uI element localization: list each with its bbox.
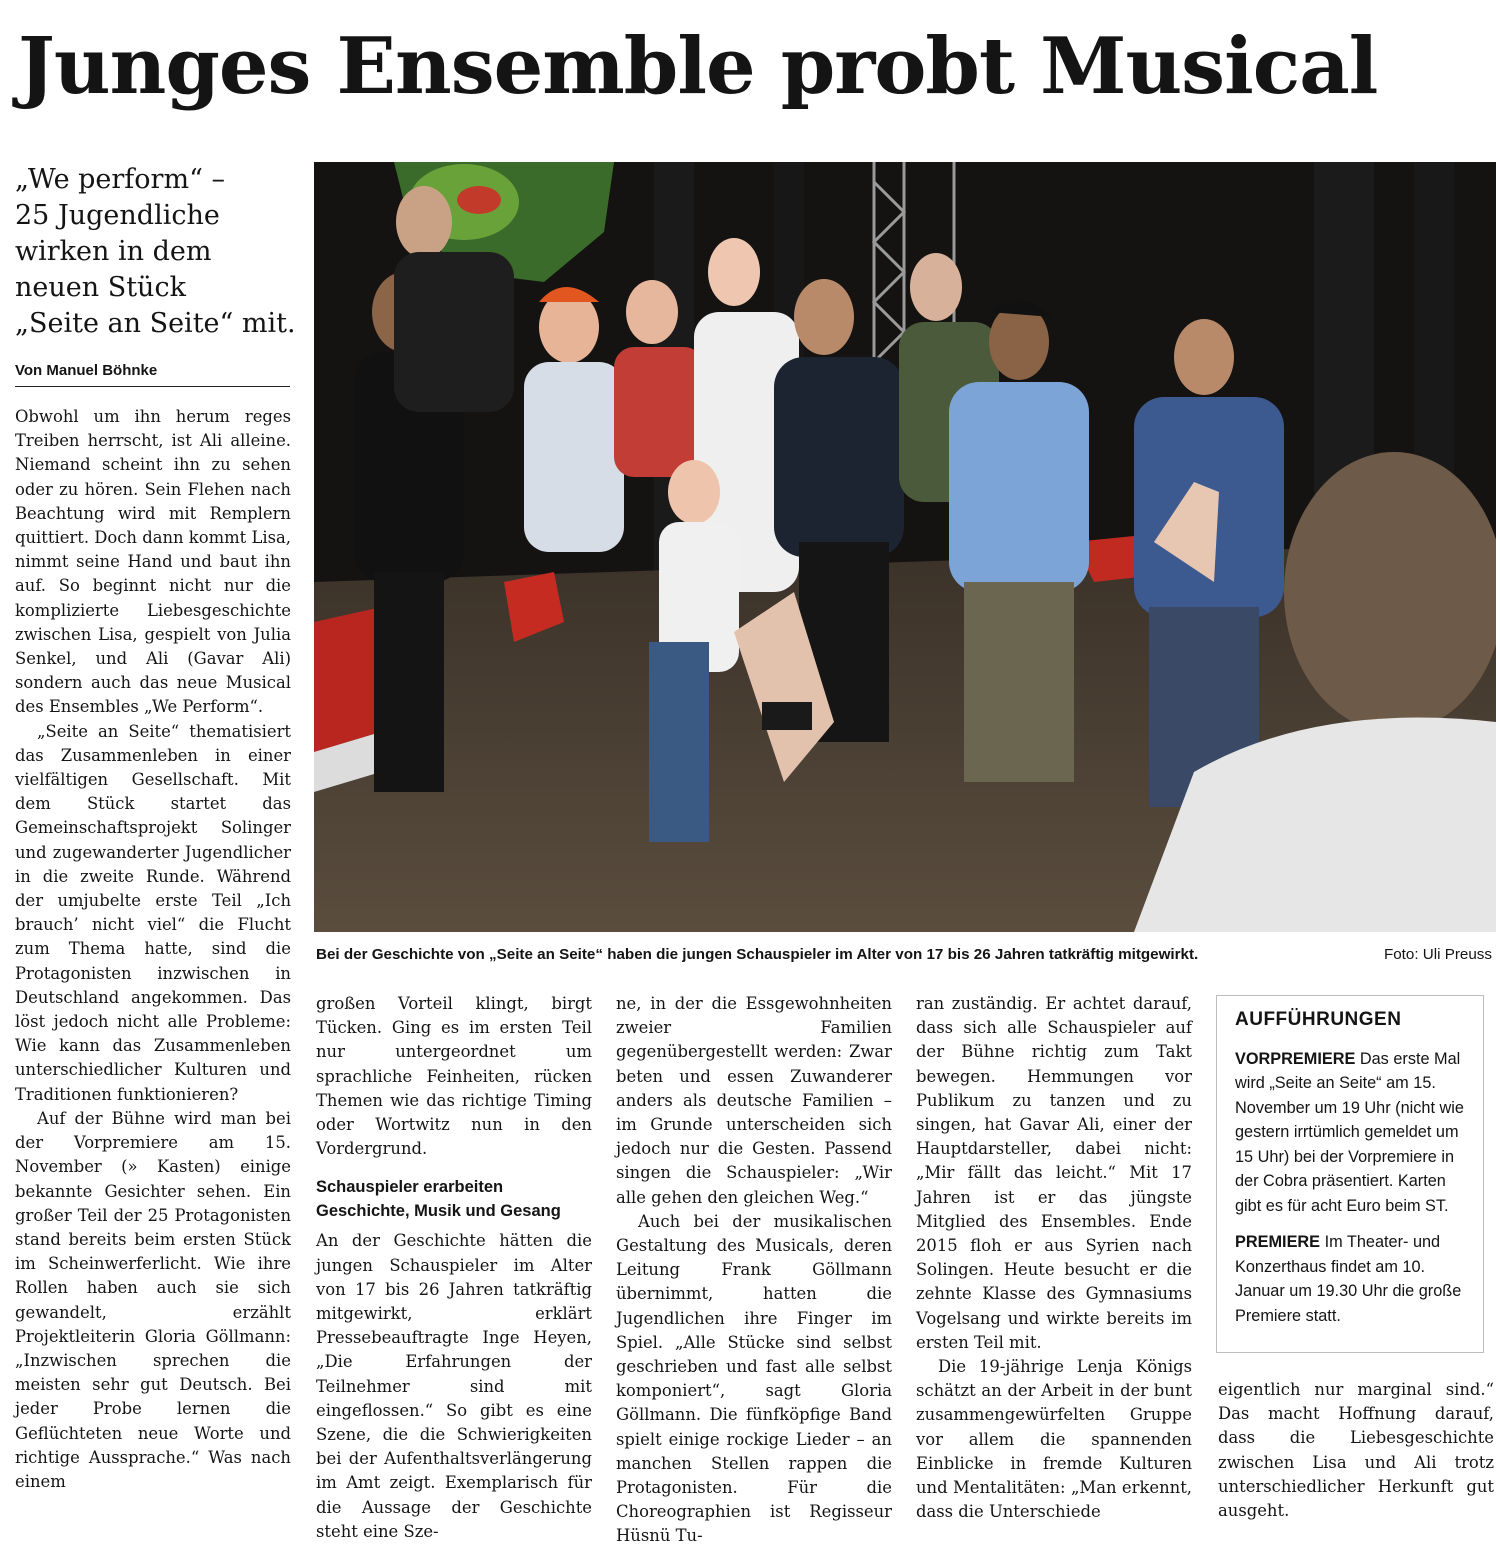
paragraph: Die 19-jährige Lenja Königs schätzt an der Arbeit in der bunt zusammengewürfelten Gruppe vor allem die spannenden Einblicke in fremde Kulturen und Mentalitäten: „Man erkennt, dass die Unterschiede [916,1357,1192,1522]
subheadline-line: wirken in dem [15,236,212,267]
subheadline-line: 25 Jugendliche [15,200,220,231]
article-column-4 [916,992,1192,1524]
info-box-performances [1216,995,1484,1353]
crosshead: Schauspieler erarbeiten Geschichte, Musik und Gesang [316,1178,561,1221]
paragraph: eigentlich nur marginal sind.“ Das macht Hoffnung darauf, dass die Liebesgeschichte zwischen Lisa und Ali trotz unterschiedlicher Herkunft gut ausgeht. [1218,1380,1494,1521]
subheadline-line: „Seite an Seite“ mit. [15,308,296,339]
info-box-label: PREMIERE [1235,1233,1321,1251]
paragraph: An der Geschichte hätten die jungen Schauspieler im Alter von 17 bis 26 Jahren tatkräftig mitgewirkt, erklärt Pressebeauftragte Inge Heyen, „Die Erfahrungen der Teilnehmer sind mit eingeflossen.“ So gibt es eine Szene, die die Schwierigkeiten bei der Aufenthaltsverlängerung im Amt zeigt. Exemplarisch für die Aussage der Geschichte steht eine Sze- [316,1231,592,1541]
rehearsal-photo-illustration [314,162,1496,932]
paragraph: großen Vorteil klingt, birgt Tücken. Ging es im ersten Teil nur untergeordnet um sprachliche Feinheiten, rücken Themen wie das richtige Timing oder Wortwitz nun in den Vordergrund. [316,994,592,1159]
article-photo [314,162,1496,932]
article-column-1 [15,405,291,1494]
paragraph: Auf der Bühne wird man bei der Vorpremiere am 15. November (» Kasten) einige bekannte Gesichter sehen. Ein großer Teil der 25 Protagonisten stand bereits beim ersten Stück im Scheinwerferlicht. Wie ihre Rollen haben auch sie sich gewandelt, erzählt Projektleiterin Gloria Göllmann: „Inzwischen sprechen die meisten sehr gut Deutsch. Bei jeder Probe lernen die Geflüchteten neue Worte und richtige Aussprache.“ Was nach einem [15,1108,291,1491]
byline: Von Manuel Böhnke [15,362,158,379]
paragraph: ran zuständig. Er achtet darauf, dass sich alle Schauspieler auf der Bühne richtig zum Takt bewegen. Hemmungen vor Publikum zu tanzen und zu singen, hat Gavar Ali, einer der Hauptdarsteller, dabei nicht: „Mir fällt das leicht.“ Mit 17 Jahren ist er das jüngste Mitglied des Ensembles. Ende 2015 floh er aus Syrien nach Solingen. Heute besucht er die zehnte Klasse des Gymnasiums Vogelsang und wirkte bereits im ersten Teil mit. [916,994,1192,1352]
paragraph: „Seite an Seite“ thematisiert das Zusammenleben in einer vielfältigen Gesellschaft. Mit dem Stück startet das Gemeinschaftsprojekt Solinger und zugewanderter Jugendlicher in die zweite Runde. Während der umjubelte erste Teil „Ich brauch’ nicht viel“ die Flucht zum Thema hatte, sind die Protagonisten inzwischen in Deutschland angekommen. Das löst jedoch nicht alle Probleme: Wie kann das Zusammenleben unterschiedlicher Kulturen und Traditionen funktionieren? [15,721,291,1104]
photo-credit: Foto: Uli Preuss [1383,946,1492,963]
headline: Junges Ensemble probt Musical [18,21,1378,112]
subheadline [15,162,300,342]
info-box-item [1235,1230,1475,1328]
paragraph: Obwohl um ihn herum reges Treiben herrscht, ist Ali alleine. Niemand scheint ihn zu sehen oder zu hören. Sein Flehen nach Beachtung wird mit Remplern quittiert. Doch dann kommt Lisa, nimmt seine Hand und baut ihn auf. So beginnt nicht nur die komplizierte Liebesgeschichte zwischen Lisa, gespielt von Julia Senkel, und Ali (Gavar Ali) sondern auch das neue Musical des Ensembles „We Perform“. [15,407,291,717]
paragraph: ne, in der die Essgewohnheiten zweier Familien gegenübergestellt werden: Zwar beten und essen Zuwanderer anders als deutsche Familien – im Grunde unterscheiden sich jedoch nur die Gesten. Passend singen die Schauspieler: „Wir alle gehen den gleichen Weg.“ [616,994,892,1207]
article-column-2 [316,992,592,1544]
info-box-item [1235,1047,1475,1219]
info-box-text: Das erste Mal wird „Seite an Seite“ am 15. November um 19 Uhr (nicht wie gestern irrtümlich gemeldet um 15 Uhr) bei der Vorpremiere in der Cobra präsentiert. Karten gibt es für acht Euro beim ST. [1235,1049,1464,1215]
info-box-text: Im Theater- und Konzerthaus findet am 10. Januar um 19.30 Uhr die große Premiere statt. [1235,1233,1462,1325]
photo-caption: Bei der Geschichte von „Seite an Seite“ haben die jungen Schauspieler im Alter von 17 bis 26 Jahren tatkräftig mitgewirkt. [316,946,1199,963]
info-box-label: VORPREMIERE [1235,1049,1356,1068]
subheadline-line: „We perform“ – [15,164,225,195]
byline-divider [15,386,290,387]
paragraph: Auch bei der musikalischen Gestaltung des Musicals, deren Leitung Frank Göllmann übernimmt, hatten die Jugendlichen ihre Finger im Spiel. „Alle Stücke sind selbst geschrieben und fast alle selbst komponiert“, sagt Gloria Göllmann. Die fünfköpfige Band spielt einige rockige Lieder – an manchen Stellen rappen die Protagonisten. Für die Choreographien ist Regisseur Hüsnü Tu- [616,1211,892,1546]
subheadline-line: neuen Stück [15,272,186,303]
article-column-3 [616,992,892,1549]
info-box-title: AUFFÜHRUNGEN [1235,1009,1402,1030]
article-column-5 [1218,1378,1494,1523]
